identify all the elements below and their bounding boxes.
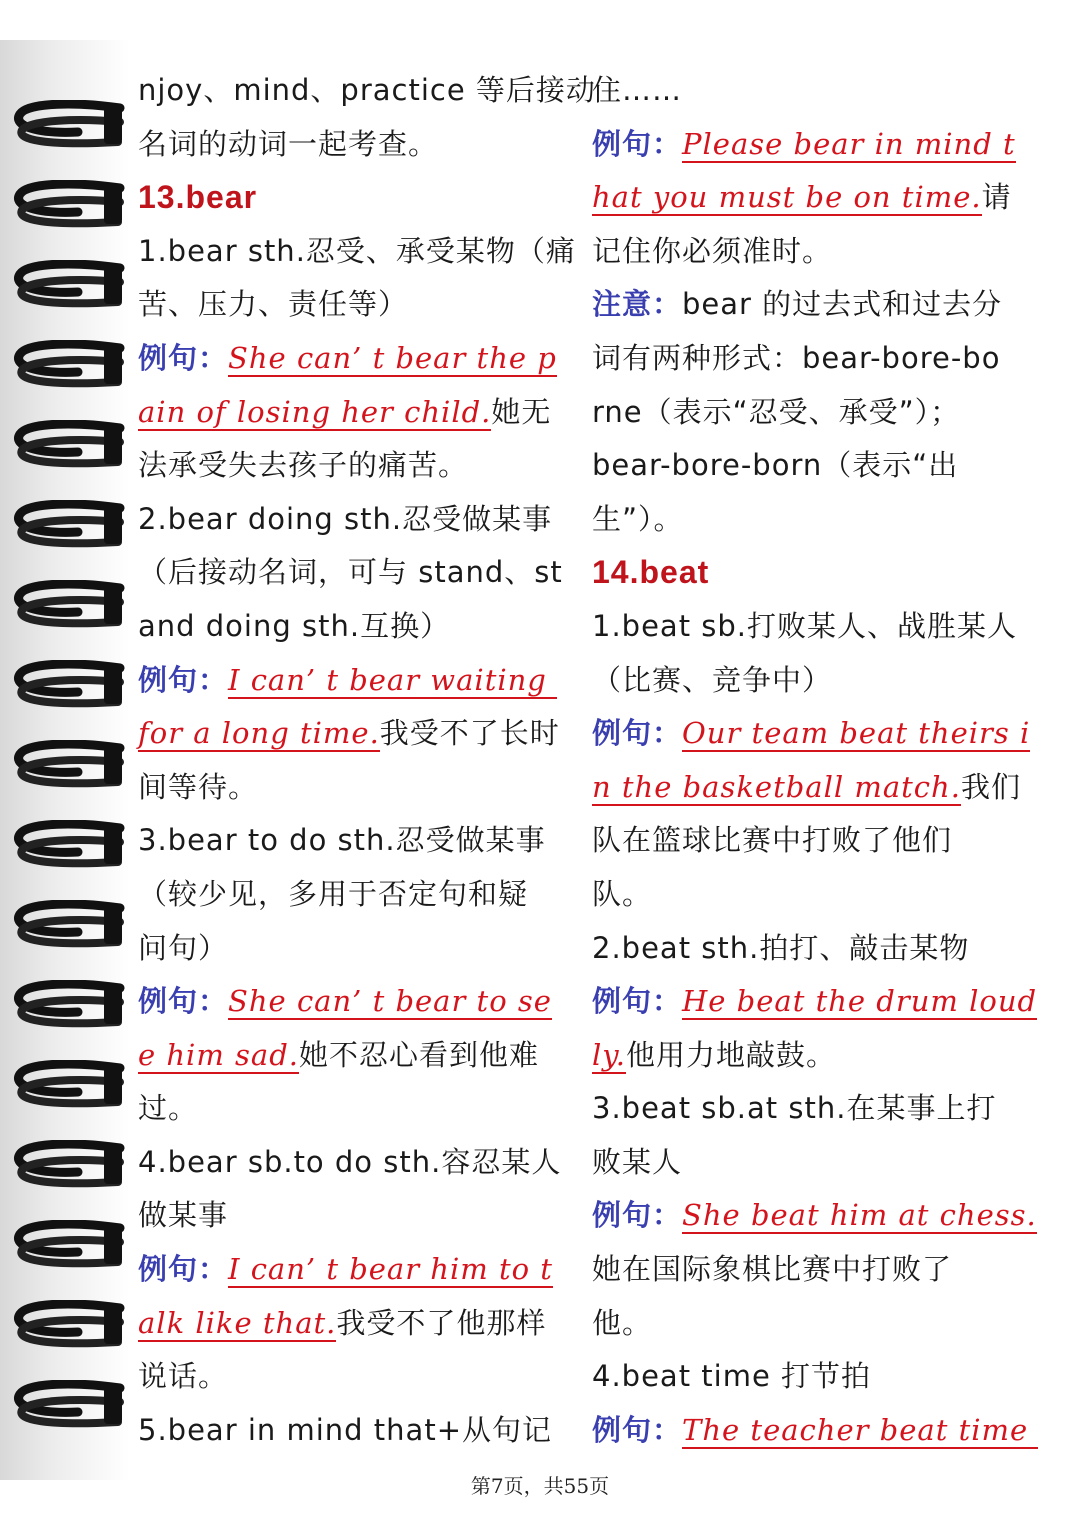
example-sentence: ain of losing her child. (138, 394, 492, 429)
text-line: 苦、压力、责任等） (138, 287, 409, 322)
spiral-ring (8, 260, 126, 308)
text-line: 2.bear doing sth.忍受做某事 (138, 501, 553, 536)
text-line: 法承受失去孩子的痛苦。 (138, 448, 469, 483)
translation-text: 她无 (491, 394, 552, 429)
translation-text: 请 (981, 180, 1012, 215)
text-line: （比赛、竞争中） (592, 662, 833, 697)
spiral-ring (8, 740, 126, 788)
text-line: 过。 (138, 1091, 199, 1126)
example-sentence: She beat him at chess. (682, 1198, 1037, 1233)
spiral-ring (8, 660, 126, 708)
translation-text: 我们 (960, 769, 1021, 804)
example-line (592, 171, 1032, 225)
example-sentence: She can’ t bear to se (228, 984, 552, 1019)
text-line: 做某事 (138, 1198, 229, 1233)
spiral-ring (8, 580, 126, 628)
text-line: bear-bore-born（表示“出 (592, 448, 959, 483)
example-label: 例句： (592, 1198, 683, 1233)
example-line (592, 1404, 1039, 1458)
text-line: 问句） (138, 930, 229, 965)
example-sentence: ly. (592, 1037, 627, 1072)
example-sentence: He beat the drum loud (682, 984, 1038, 1019)
example-line (138, 654, 578, 708)
example-line (138, 1297, 578, 1351)
text-line: 1.beat sb.打败某人、战胜某人 (592, 608, 1018, 643)
spiral-ring (8, 820, 126, 868)
translation-text: 她不忍心看到他难 (299, 1037, 540, 1072)
heading-text: 14.beat (592, 554, 710, 591)
example-sentence: n the basketball match. (592, 769, 961, 804)
page-number-footer: 第7页，共55页 (470, 1474, 610, 1498)
text-line: 1.bear sth.忍受、承受某物（痛 (138, 233, 576, 268)
example-line (138, 1243, 578, 1297)
text-line: 记住你必须准时。 (592, 233, 833, 268)
text-line: 4.bear sb.to do sth.容忍某人 (138, 1144, 562, 1179)
example-label: 例句： (138, 662, 229, 697)
text-line: njoy、mind、practice 等后接动 (138, 73, 596, 107)
example-line (592, 278, 1032, 332)
spiral-ring (8, 340, 126, 388)
right-column (592, 64, 1039, 1457)
text-line: 5.bear in mind that+从句记 (138, 1412, 552, 1447)
heading-text: 13.bear (138, 179, 258, 216)
spiral-ring (8, 980, 126, 1028)
spiral-ring (8, 100, 126, 148)
spiral-ring (8, 1060, 126, 1108)
text-line: 败某人 (592, 1144, 683, 1179)
example-sentence: alk like that. (138, 1305, 337, 1340)
text-line: 间等待。 (138, 769, 259, 804)
example-line (138, 975, 578, 1029)
example-sentence: hat you must be on time. (592, 180, 982, 215)
spiral-ring (8, 900, 126, 948)
text-line: 他。 (592, 1305, 653, 1340)
example-sentence: for a long time. (138, 716, 380, 751)
spiral-ring (8, 500, 126, 548)
example-label: 例句： (138, 340, 229, 375)
spiral-binding (0, 100, 140, 1480)
spiral-ring (8, 1300, 126, 1348)
text-line: 队。 (592, 876, 653, 911)
section-heading (138, 171, 578, 225)
text-line: rne（表示“忍受、承受”）； (592, 394, 961, 429)
example-label: 例句： (138, 984, 229, 1019)
example-sentence: I can’ t bear him to t (228, 1252, 553, 1287)
note-label: 注意： (592, 287, 683, 322)
text-line: 住…… (592, 73, 683, 107)
translation-text: 我受不了长时 (379, 716, 560, 751)
text-line: 队在篮球比赛中打败了他们 (592, 823, 953, 858)
text-line: 她在国际象棋比赛中打败了 (592, 1252, 953, 1287)
text-line: （较少见，多用于否定句和疑 (138, 876, 529, 911)
example-line (592, 1029, 1032, 1083)
text-line: 生”）。 (592, 501, 684, 536)
example-line (138, 386, 578, 440)
example-sentence: Please bear in mind t (682, 126, 1016, 161)
section-heading (592, 546, 1032, 600)
spiral-ring (8, 1380, 126, 1428)
text-line: 4.beat time 打节拍 (592, 1359, 872, 1394)
example-label: 例句： (138, 1252, 229, 1287)
example-line (138, 332, 578, 386)
example-sentence: Our team beat theirs i (682, 716, 1031, 751)
translation-text: 他用力地敲鼓。 (626, 1037, 837, 1072)
example-line (138, 707, 578, 761)
example-line (138, 1029, 578, 1083)
spiral-ring (8, 1140, 126, 1188)
example-label: 例句： (592, 126, 683, 161)
example-line (592, 707, 1032, 761)
example-line (592, 118, 1032, 172)
example-label: 例句： (592, 1412, 683, 1447)
text-line: （后接动名词，可与 stand、st (138, 555, 563, 590)
example-sentence: I can’ t bear waiting (228, 662, 558, 697)
text-line: and doing sth.互换） (138, 608, 451, 643)
example-label: 例句： (592, 716, 683, 751)
text-line: 名词的动词一起考查。 (138, 126, 439, 161)
example-line (592, 761, 1032, 815)
example-line (592, 975, 1038, 1029)
example-sentence: She can’ t bear the p (228, 340, 557, 375)
text-line: 词有两种形式：bear-bore-bo (592, 340, 1001, 375)
spiral-ring (8, 420, 126, 468)
spiral-ring (8, 1220, 126, 1268)
translation-text: 我受不了他那样 (336, 1305, 547, 1340)
text-line: 说话。 (138, 1359, 229, 1394)
text-line: 2.beat sth.拍打、敲击某物 (592, 930, 970, 965)
example-label: 例句： (592, 984, 683, 1019)
example-sentence: The teacher beat time (682, 1412, 1039, 1447)
example-sentence: e him sad. (138, 1037, 300, 1072)
text-line: 3.beat sb.at sth.在某事上打 (592, 1091, 997, 1126)
example-line (592, 1189, 1037, 1243)
translation-text: bear 的过去式和过去分 (682, 287, 1003, 322)
left-column (138, 64, 596, 1457)
spiral-ring (8, 180, 126, 228)
text-line: 3.bear to do sth.忍受做某事 (138, 823, 546, 858)
